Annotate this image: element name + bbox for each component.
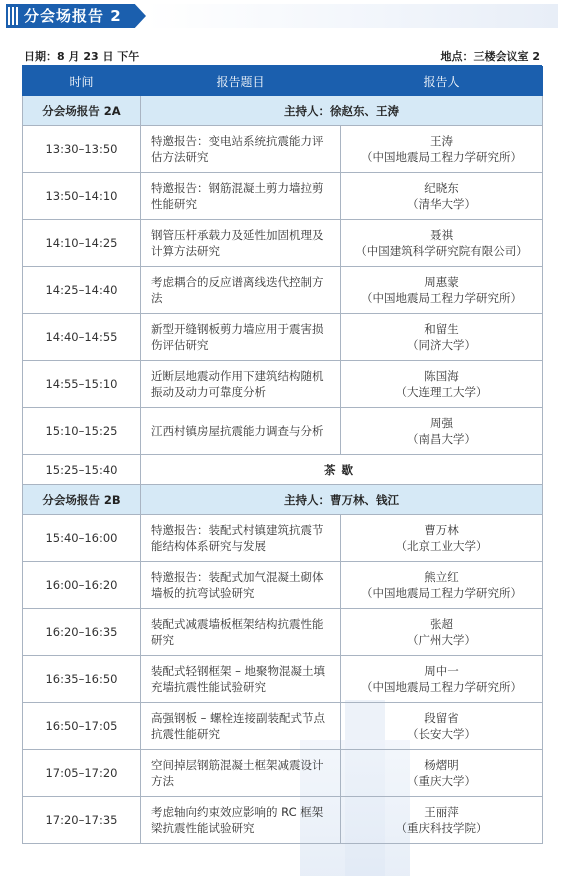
- table-row: [23, 750, 543, 797]
- talk-title: 特邀报告：装配式村镇建筑抗震节能结构体系研究与发展: [141, 515, 341, 562]
- schedule-table: [22, 66, 543, 844]
- header-decoration: [146, 4, 558, 28]
- speaker-affiliation: （中国建筑科学研究院有限公司）: [355, 244, 528, 258]
- table-row: [23, 126, 543, 173]
- talk-title: 空间掉层钢筋混凝土框架减震设计方法: [141, 750, 341, 797]
- table-row: [23, 609, 543, 656]
- speaker-name: 王涛: [430, 134, 453, 148]
- talk-title: 近断层地震动作用下建筑结构随机振动及动力可靠度分析: [141, 361, 341, 408]
- speaker-affiliation: （中国地震局工程力学研究所）: [361, 586, 522, 600]
- session-hosts: 主持人：徐赵东、王涛: [141, 96, 543, 126]
- table-row: [23, 314, 543, 361]
- talk-time: 14:10–14:25: [23, 220, 141, 267]
- talk-speaker: [341, 750, 543, 797]
- session-label: 分会场报告 2B: [23, 485, 141, 515]
- tea-break-time: 15:25–15:40: [23, 455, 141, 485]
- talk-title: 江西村镇房屋抗震能力调查与分析: [141, 408, 341, 455]
- table-row: [23, 220, 543, 267]
- speaker-name: 和留生: [424, 322, 459, 336]
- speaker-name: 周强: [430, 416, 453, 430]
- info-row: [22, 50, 542, 67]
- speaker-affiliation: （清华大学）: [407, 197, 476, 211]
- talk-title: 考虑耦合的反应谱离线迭代控制方法: [141, 267, 341, 314]
- table-row: [23, 562, 543, 609]
- speaker-affiliation: （中国地震局工程力学研究所）: [361, 150, 522, 164]
- talk-speaker: [341, 609, 543, 656]
- talk-speaker: [341, 562, 543, 609]
- talk-time: 15:10–15:25: [23, 408, 141, 455]
- talk-speaker: [341, 126, 543, 173]
- talk-title: 特邀报告：钢筋混凝土剪力墙拉剪性能研究: [141, 173, 341, 220]
- talk-time: 14:40–14:55: [23, 314, 141, 361]
- speaker-affiliation: （长安大学）: [407, 727, 476, 741]
- talk-title: 新型开缝钢板剪力墙应用于震害损伤评估研究: [141, 314, 341, 361]
- talk-speaker: [341, 220, 543, 267]
- talk-time: 14:25–14:40: [23, 267, 141, 314]
- header-title: 报告题目: [141, 67, 341, 96]
- talk-speaker: [341, 797, 543, 844]
- section-title: 分会场报告 2: [24, 7, 122, 25]
- talk-speaker: [341, 656, 543, 703]
- speaker-name: 熊立红: [424, 570, 459, 584]
- table-row: [23, 267, 543, 314]
- speaker-name: 段留省: [424, 711, 459, 725]
- talk-title: 高强钢板 – 螺栓连接副装配式节点抗震性能研究: [141, 703, 341, 750]
- speaker-affiliation: （南昌大学）: [407, 432, 476, 446]
- speaker-name: 杨熠明: [424, 758, 459, 772]
- session-hosts: 主持人：曹万林、钱江: [141, 485, 543, 515]
- table-row: [23, 656, 543, 703]
- session-row-2b: [23, 485, 543, 515]
- talk-title: 装配式轻钢框架 – 地聚物混凝土填充墙抗震性能试验研究: [141, 656, 341, 703]
- talk-time: 13:30–13:50: [23, 126, 141, 173]
- talk-time: 15:40–16:00: [23, 515, 141, 562]
- speaker-name: 王丽萍: [424, 805, 459, 819]
- talk-time: 16:50–17:05: [23, 703, 141, 750]
- session-location: 地点：三楼会议室 2: [440, 50, 540, 63]
- session-row-2a: [23, 96, 543, 126]
- table-header-row: [23, 67, 543, 96]
- talk-title: 考虑轴向约束效应影响的 RC 框架梁抗震性能试验研究: [141, 797, 341, 844]
- tea-break-label: 茶歇: [141, 455, 543, 485]
- speaker-affiliation: （大连理工大学）: [395, 385, 488, 399]
- header-time: 时间: [23, 67, 141, 96]
- session-date: 日期：8 月 23 日 下午: [24, 50, 140, 63]
- speaker-affiliation: （中国地震局工程力学研究所）: [361, 680, 522, 694]
- speaker-name: 聂祺: [430, 228, 453, 242]
- talk-time: 13:50–14:10: [23, 173, 141, 220]
- header-speaker: 报告人: [341, 67, 543, 96]
- talk-time: 16:35–16:50: [23, 656, 141, 703]
- speaker-affiliation: （重庆科技学院）: [395, 821, 488, 835]
- talk-time: 16:00–16:20: [23, 562, 141, 609]
- talk-time: 17:05–17:20: [23, 750, 141, 797]
- banner-bars-icon: [8, 7, 18, 25]
- talk-time: 14:55–15:10: [23, 361, 141, 408]
- speaker-affiliation: （同济大学）: [407, 338, 476, 352]
- talk-title: 装配式减震墙板框架结构抗震性能研究: [141, 609, 341, 656]
- speaker-name: 周惠蒙: [424, 275, 459, 289]
- speaker-name: 周中一: [424, 664, 459, 678]
- table-row: [23, 515, 543, 562]
- speaker-affiliation: （北京工业大学）: [395, 539, 488, 553]
- talk-title: 特邀报告：装配式加气混凝土砌体墙板的抗弯试验研究: [141, 562, 341, 609]
- talk-speaker: [341, 408, 543, 455]
- talk-time: 16:20–16:35: [23, 609, 141, 656]
- table-row: [23, 408, 543, 455]
- speaker-affiliation: （中国地震局工程力学研究所）: [361, 291, 522, 305]
- table-row: [23, 361, 543, 408]
- tea-break-row: [23, 455, 543, 485]
- talk-speaker: [341, 703, 543, 750]
- talk-speaker: [341, 515, 543, 562]
- speaker-name: 陈国海: [424, 369, 459, 383]
- speaker-name: 纪晓东: [424, 181, 459, 195]
- table-row: [23, 173, 543, 220]
- talk-speaker: [341, 267, 543, 314]
- table-row: [23, 797, 543, 844]
- talk-title: 特邀报告：变电站系统抗震能力评估方法研究: [141, 126, 341, 173]
- talk-time: 17:20–17:35: [23, 797, 141, 844]
- table-row: [23, 703, 543, 750]
- speaker-affiliation: （重庆大学）: [407, 774, 476, 788]
- speaker-name: 张超: [430, 617, 453, 631]
- talk-speaker: [341, 173, 543, 220]
- session-label: 分会场报告 2A: [23, 96, 141, 126]
- talk-title: 钢管压杆承载力及延性加固机理及计算方法研究: [141, 220, 341, 267]
- talk-speaker: [341, 361, 543, 408]
- speaker-affiliation: （广州大学）: [407, 633, 476, 647]
- speaker-name: 曹万林: [424, 523, 459, 537]
- talk-speaker: [341, 314, 543, 361]
